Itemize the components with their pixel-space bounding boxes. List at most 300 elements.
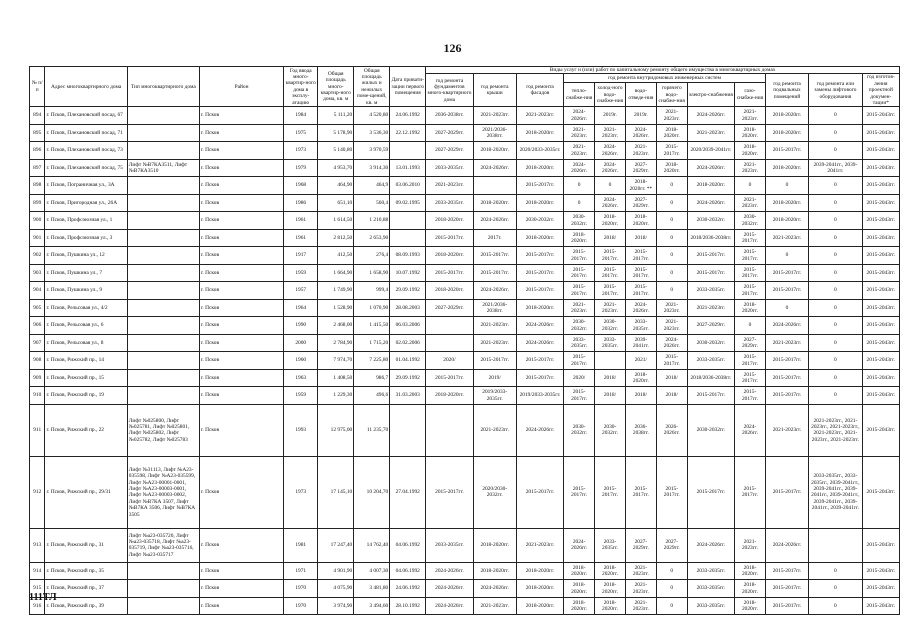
cell-electric: 2027-2029гг. — [687, 317, 734, 335]
cell-foundation: 2024-2026гг. — [426, 562, 473, 580]
cell-year: 1979 — [284, 159, 318, 177]
cell-gas: 2018-2020гг. — [735, 597, 766, 615]
cell-area-living: 464,9 — [354, 177, 390, 195]
cell-facade: 2018-2020гг. — [516, 580, 563, 598]
cell-facade: 2018-2020гг. — [516, 597, 563, 615]
table-row — [30, 562, 900, 580]
cell-drain: 2039-2041гг. — [625, 334, 656, 352]
cell-cold-water: 2018/ — [595, 369, 626, 387]
cell-num: 915 — [30, 580, 45, 598]
cell-heat: 2033-2035гг. — [564, 334, 595, 352]
cell-district: г. Псков — [199, 528, 283, 562]
cell-hot-water: 0 — [656, 580, 687, 598]
cell-cold-water: 2015-2017гг. — [595, 456, 626, 528]
cell-privatization: 10.07.1992 — [390, 264, 426, 282]
cell-facade: 2018-2020гг. — [516, 194, 563, 212]
cell-address: г. Псков, Рижский пр., 35 — [45, 562, 127, 580]
cell-basement: 2015-2017гг. — [765, 282, 808, 300]
cell-basement: 2021-2023гг. — [765, 229, 808, 247]
cell-privatization: 04.06.1992 — [390, 562, 426, 580]
cell-district: г. Псков — [199, 247, 283, 265]
cell-area-living: 3 914,30 — [354, 159, 390, 177]
cell-facade: 2020/2033-2035гг. — [516, 142, 563, 160]
cell-address: г. Псков, Рижский пр., 19 — [45, 387, 127, 405]
cell-electric: 2030-2032гг. — [687, 404, 734, 456]
cell-hot-water: 2021-2023гг. — [656, 299, 687, 317]
cell-year: 1975 — [284, 124, 318, 142]
cell-gas: 0 — [735, 177, 766, 195]
cell-type — [127, 334, 199, 352]
cell-electric: 2033-2035гг. — [687, 597, 734, 615]
cell-electric: 2024-2026гг. — [687, 194, 734, 212]
cell-privatization: 13.01.1993 — [390, 159, 426, 177]
cell-heat: 0 — [564, 177, 595, 195]
cell-electric: 2030-2032гг. — [687, 212, 734, 230]
cell-basement: 2015-2017гг. — [765, 580, 808, 598]
cell-hot-water: 2021-2023гг. — [656, 107, 687, 125]
cell-type — [127, 142, 199, 160]
cell-type — [127, 107, 199, 125]
cell-lift: 0 — [809, 580, 863, 598]
cell-cold-water: 2018-2020гг. — [595, 562, 626, 580]
cell-type — [127, 369, 199, 387]
cell-foundation: 2027-2029гг. — [426, 299, 473, 317]
cell-basement: 2015-2017гг. — [765, 369, 808, 387]
cell-lift: 0 — [809, 282, 863, 300]
cell-area-total: 651,10 — [318, 194, 354, 212]
cell-cold-water: 2024-2026гг. — [595, 194, 626, 212]
cell-electric: 2033-2035гг. — [687, 580, 734, 598]
cell-area-living: 1 210,88 — [354, 212, 390, 230]
cell-privatization: 29.09.1992 — [390, 369, 426, 387]
cell-roof: 2020/2030-2032гг. — [473, 456, 516, 528]
cell-basement: 2015-2017гг. — [765, 597, 808, 615]
cell-heat: 2018-2020гг. — [564, 562, 595, 580]
cell-basement: 2018-2020гг. — [765, 194, 808, 212]
cell-privatization — [390, 212, 426, 230]
cell-roof: 2021-2023гг. — [473, 597, 516, 615]
cell-year: 1990 — [284, 317, 318, 335]
cell-address: г. Псков, Пушкина ул., 9 — [45, 282, 127, 300]
cell-hot-water: 0 — [656, 177, 687, 195]
cell-heat: 2024-2026гг. — [564, 528, 595, 562]
table-row — [30, 282, 900, 300]
cell-privatization: 28.08.2003 — [390, 299, 426, 317]
cell-area-total: 12 975,00 — [318, 404, 354, 456]
cell-area-total: 1 528,90 — [318, 299, 354, 317]
cell-district: г. Псков — [199, 212, 283, 230]
cell-drain: 2018/ — [625, 387, 656, 405]
cell-drain: 2021-2023гг. — [625, 562, 656, 580]
cell-foundation: 2036-2038гг. — [426, 107, 473, 125]
cell-facade: 2021-2023гг. — [516, 528, 563, 562]
cell-facade: 2021-2023гг. — [516, 107, 563, 125]
footer-code: 111ТЛ — [29, 592, 57, 603]
cell-facade: 2018-2020гг. — [516, 159, 563, 177]
cell-lift: 0 — [809, 334, 863, 352]
cell-foundation: 2024-2026гг. — [426, 597, 473, 615]
table-row — [30, 528, 900, 562]
cell-num: 896 — [30, 142, 45, 160]
cell-heat: 2030-2032гг. — [564, 404, 595, 456]
cell-drain: 2027-2029гг. — [625, 528, 656, 562]
cell-drain: 2018-2020гг. — [625, 369, 656, 387]
cell-district: г. Псков — [199, 456, 283, 528]
cell-hot-water: 0 — [656, 597, 687, 615]
cell-area-living: 1 715,20 — [354, 334, 390, 352]
cell-num: 900 — [30, 212, 45, 230]
header-foundation: год ремонта фундаментов много-квартирного дома — [426, 74, 473, 107]
cell-type: Лифт №а23-035720, Лифт №а23-035718, Лифт №а23-035719, Лифт №а23-035716, Лифт №а23-035717 — [127, 528, 199, 562]
table-row — [30, 159, 900, 177]
cell-address: г. Псков, Рельсовая ул., 8 — [45, 334, 127, 352]
header-docs: год изготов-ления проектной докумен-тации* — [862, 74, 899, 107]
cell-hot-water: 0 — [656, 247, 687, 265]
cell-basement: 2024-2026гг. — [765, 317, 808, 335]
cell-district: г. Псков — [199, 580, 283, 598]
cell-electric: 2015-2017гг. — [687, 264, 734, 282]
cell-privatization: 09.02.1995 — [390, 194, 426, 212]
cell-drain: 2027-2029гг. — [625, 159, 656, 177]
cell-cold-water: 2018-2020гг. — [595, 212, 626, 230]
cell-address: г. Псков, Плехановский посад, 67 — [45, 107, 127, 125]
cell-hot-water: 2018/ — [656, 387, 687, 405]
cell-num: 908 — [30, 352, 45, 370]
cell-address: г. Псков, Плехановский посад, 73 — [45, 142, 127, 160]
cell-basement: 2021-2023гг. — [765, 334, 808, 352]
cell-foundation — [426, 334, 473, 352]
cell-lift: 0 — [809, 229, 863, 247]
cell-lift: 0 — [809, 212, 863, 230]
cell-area-total: 5 111,20 — [318, 107, 354, 125]
cell-electric: 2020/2039-2041гг. — [687, 142, 734, 160]
cell-lift: 0 — [809, 194, 863, 212]
header-year: Год ввода много-квартир-ного дома в эксплу-атацию — [285, 67, 316, 106]
cell-drain: 2024-2026гг. — [625, 124, 656, 142]
header-hot-water: горячего водо-снабже-ния — [656, 83, 687, 107]
cell-lift: 0 — [809, 124, 863, 142]
cell-area-total: 2 784,90 — [318, 334, 354, 352]
cell-facade: 2019/2033-2035гг. — [516, 387, 563, 405]
cell-area-living: 2 653,90 — [354, 229, 390, 247]
cell-area-total: 4 075,90 — [318, 580, 354, 598]
cell-gas: 2018-2020гг. — [735, 142, 766, 160]
cell-area-total: 17 145,10 — [318, 456, 354, 528]
table-row — [30, 107, 900, 125]
cell-year: 1959 — [284, 387, 318, 405]
cell-drain: 2027-2029гг. — [625, 194, 656, 212]
cell-year: 2000 — [284, 334, 318, 352]
cell-gas: 2015-2017гг. — [735, 456, 766, 528]
cell-foundation: 2018-2020гг. — [426, 387, 473, 405]
cell-cold-water: 2033-2035гг. — [595, 334, 626, 352]
header-district: Район — [199, 67, 283, 107]
cell-foundation: 2018-2020гг. — [426, 282, 473, 300]
cell-district: г. Псков — [199, 317, 283, 335]
cell-docs: 2015-2043гг. — [862, 107, 899, 125]
cell-electric: 2015-2017гг. — [687, 387, 734, 405]
cell-heat: 2018-2020гг. — [564, 597, 595, 615]
cell-privatization — [390, 404, 426, 456]
cell-district: г. Псков — [199, 159, 283, 177]
cell-docs: 2015-2043гг. — [862, 404, 899, 456]
cell-docs: 2015-2043гг. — [862, 580, 899, 598]
cell-area-living: 496,6 — [354, 387, 390, 405]
header-heat: тепло-снабже-ния — [564, 83, 595, 107]
cell-gas: 2018-2020гг. — [735, 562, 766, 580]
cell-roof: 2015-2017гг. — [473, 247, 516, 265]
cell-area-living: 276,4 — [354, 247, 390, 265]
cell-district: г. Псков — [199, 299, 283, 317]
cell-type — [127, 212, 199, 230]
cell-year: 1959 — [284, 264, 318, 282]
cell-hot-water: 0 — [656, 282, 687, 300]
cell-cold-water: 2024-2026гг. — [595, 159, 626, 177]
cell-lift: 0 — [809, 299, 863, 317]
cell-district: г. Псков — [199, 404, 283, 456]
cell-docs: 2015-2043гг. — [862, 177, 899, 195]
cell-lift — [809, 528, 863, 562]
cell-district: г. Псков — [199, 352, 283, 370]
cell-type — [127, 194, 199, 212]
cell-area-living: 1 658,90 — [354, 264, 390, 282]
cell-num: 905 — [30, 299, 45, 317]
cell-district: г. Псков — [199, 369, 283, 387]
header-type: Тип многоквартирного дома — [127, 67, 199, 107]
table-row — [30, 124, 900, 142]
cell-docs: 2015-2043гг. — [862, 194, 899, 212]
cell-roof: 2021/2036-2038гг. — [473, 124, 516, 142]
cell-cold-water: 2015-2017гг. — [595, 247, 626, 265]
cell-year: 1964 — [284, 299, 318, 317]
table-row — [30, 264, 900, 282]
table-row — [30, 456, 900, 528]
cell-foundation: 2033-2035гг. — [426, 159, 473, 177]
cell-foundation: 2021-2023гг. — [426, 177, 473, 195]
cell-hot-water: 2015-2017гг. — [656, 352, 687, 370]
cell-drain: 2036-2038гг. — [625, 404, 656, 456]
cell-docs: 2015-2043гг. — [862, 528, 899, 562]
cell-docs: 2015-2043гг. — [862, 212, 899, 230]
repair-schedule-table-wrapper — [29, 66, 900, 615]
cell-facade: 2018-2020гг. — [516, 562, 563, 580]
cell-area-total: 412,50 — [318, 247, 354, 265]
cell-area-living: 10 204,70 — [354, 456, 390, 528]
cell-heat: 2024-2026гг. — [564, 107, 595, 125]
cell-drain: 2015-2017гг. — [625, 282, 656, 300]
cell-hot-water: 2027-2029гг. — [656, 528, 687, 562]
cell-address: г. Псков, Рижский пр., 37 — [45, 580, 127, 598]
cell-lift: 0 — [809, 387, 863, 405]
cell-roof: 2019/2033-2035гг. — [473, 387, 516, 405]
cell-privatization: 24.06.1992 — [390, 580, 426, 598]
cell-heat: 2015-2017гг. — [564, 352, 595, 370]
cell-num: 902 — [30, 247, 45, 265]
cell-roof: 2024-2026гг. — [473, 159, 516, 177]
cell-basement: 2015-2017гг. — [765, 562, 808, 580]
cell-facade: 2018-2020гг. — [516, 124, 563, 142]
cell-area-living: 4 520,80 — [354, 107, 390, 125]
cell-basement: 2018-2020гг. — [765, 159, 808, 177]
cell-cold-water: 2018-2020гг. — [595, 597, 626, 615]
cell-facade: 2015-2017гг. — [516, 352, 563, 370]
cell-hot-water: 0 — [656, 264, 687, 282]
cell-area-total: 3 974,90 — [318, 597, 354, 615]
cell-basement: 2024-2026гг. — [765, 528, 808, 562]
cell-address: г. Псков, Пушкина ул., 12 — [45, 247, 127, 265]
cell-drain: 2019г. — [625, 107, 656, 125]
cell-roof: 2017г. — [473, 229, 516, 247]
cell-foundation: 2024-2026гг. — [426, 580, 473, 598]
cell-docs: 2015-2043гг. — [862, 142, 899, 160]
cell-cold-water: 2015-2017гг. — [595, 264, 626, 282]
cell-gas: 2018-2020гг. — [735, 124, 766, 142]
cell-num: 903 — [30, 264, 45, 282]
cell-basement: 2018-2020гг. — [765, 124, 808, 142]
cell-area-total: 1 749,90 — [318, 282, 354, 300]
cell-docs: 2015-2043гг. — [862, 562, 899, 580]
cell-cold-water: 2024-2026гг. — [595, 142, 626, 160]
cell-drain: 2021-2023гг. — [625, 580, 656, 598]
cell-year: 1961 — [284, 229, 318, 247]
cell-electric: 2021-2023гг. — [687, 299, 734, 317]
cell-docs: 2015-2043гг. — [862, 264, 899, 282]
cell-area-living: 14 762,40 — [354, 528, 390, 562]
cell-roof: 2018-2020гг. — [473, 142, 516, 160]
cell-type: Лифт №31113, Лифт №А23-035598, Лифт №А23-035599, Лифт №А23-00001-0001, Лифт №А23-00003-0001, Лифт №А23-00003-0002, Лифт №В7КА 3507, Лифт №В7КА 3506, Лифт №В7КА 3505 — [127, 456, 199, 528]
header-basement: год ремонта подвальных помещений — [765, 74, 808, 107]
cell-district: г. Псков — [199, 264, 283, 282]
cell-num: 901 — [30, 229, 45, 247]
cell-roof: 2024-2026гг. — [473, 282, 516, 300]
cell-address: г. Псков, Профсоюзная ул., 3 — [45, 229, 127, 247]
cell-basement: 2015-2017гг. — [765, 352, 808, 370]
cell-heat: 2015-2017гг. — [564, 264, 595, 282]
cell-num: 904 — [30, 282, 45, 300]
cell-cold-water: 2018-2020гг. — [595, 580, 626, 598]
cell-address: г. Псков, Плехановский посад, 71 — [45, 124, 127, 142]
cell-roof: 2021-2023гг. — [473, 107, 516, 125]
cell-roof: 2024-2026гг. — [473, 212, 516, 230]
cell-basement: 0 — [765, 247, 808, 265]
table-row — [30, 317, 900, 335]
cell-num: 899 — [30, 194, 45, 212]
cell-docs: 2015-2043гг. — [862, 352, 899, 370]
cell-facade: 2030-2032гг. — [516, 212, 563, 230]
cell-electric: 2021-2023гг. — [687, 124, 734, 142]
cell-cold-water — [595, 352, 626, 370]
cell-roof: 2018-2020гг. — [473, 194, 516, 212]
cell-cold-water: 2033-2035гг. — [595, 528, 626, 562]
cell-cold-water: 2018/ — [595, 387, 626, 405]
cell-basement: 2015-2017гг. — [765, 142, 808, 160]
cell-area-living: 11 235,70 — [354, 404, 390, 456]
cell-docs: 2015-2043гг. — [862, 334, 899, 352]
cell-electric: 2018/2036-2038гг. — [687, 369, 734, 387]
cell-gas: 2015-2017гг. — [735, 352, 766, 370]
cell-basement: 0 — [765, 177, 808, 195]
cell-foundation: 2015-2017гг. — [426, 229, 473, 247]
cell-district: г. Псков — [199, 107, 283, 125]
table-row — [30, 247, 900, 265]
cell-gas: 2027-2029гг. — [735, 334, 766, 352]
cell-docs: 2015-2043гг. — [862, 247, 899, 265]
cell-electric: 2024-2026гг. — [687, 159, 734, 177]
cell-privatization: 28.10.1992 — [390, 597, 426, 615]
cell-heat: 2015-2017гг. — [564, 282, 595, 300]
cell-type — [127, 352, 199, 370]
cell-year: 1973 — [284, 142, 318, 160]
cell-privatization — [390, 142, 426, 160]
cell-foundation — [426, 317, 473, 335]
table-header — [30, 67, 900, 107]
cell-year: 1984 — [284, 107, 318, 125]
cell-drain: 2024-2026гг. — [625, 299, 656, 317]
cell-gas: 2024-2026гг. — [735, 404, 766, 456]
cell-hot-water: 2024-2026гг. — [656, 334, 687, 352]
cell-year: 1986 — [284, 194, 318, 212]
cell-year: 1981 — [284, 528, 318, 562]
cell-area-total: 464,90 — [318, 177, 354, 195]
cell-area-total: 4 901,90 — [318, 562, 354, 580]
cell-year: 1968 — [284, 177, 318, 195]
cell-docs: 2015-2043гг. — [862, 282, 899, 300]
cell-heat: 2024-2026гг. — [564, 159, 595, 177]
cell-cold-water: 2021-2023гг. — [595, 124, 626, 142]
cell-privatization: 29.09.1992 — [390, 282, 426, 300]
header-area-living: Общая площадь жилых и нежилых поме-щений, кв. м — [354, 67, 390, 107]
cell-lift: 2033-2035гг., 2033-2035гг., 2039-2041гг., 2039-2041гг., 2039-2041гг., 2039-2041гг., 2039-2041гг., 2039-2041гг., 2039-2041гг. — [809, 456, 863, 528]
cell-heat: 2021-2023гг. — [564, 299, 595, 317]
cell-roof: 2018-2020гг. — [473, 528, 516, 562]
cell-area-total: 2 812,50 — [318, 229, 354, 247]
cell-heat: 2015-2017гг. — [564, 247, 595, 265]
cell-area-living: 986,7 — [354, 369, 390, 387]
cell-num: 897 — [30, 159, 45, 177]
cell-foundation: 2018-2020гг. — [426, 247, 473, 265]
cell-facade: 2024-2026гг. — [516, 404, 563, 456]
cell-area-total: 7 974,70 — [318, 352, 354, 370]
cell-lift: 0 — [809, 317, 863, 335]
cell-address: г. Псков, Пушкина ул., 7 — [45, 264, 127, 282]
cell-basement: 2021-2023гг. — [765, 404, 808, 456]
cell-roof: 2019/ — [473, 369, 516, 387]
cell-privatization: 02.02.2006 — [390, 334, 426, 352]
cell-district: г. Псков — [199, 387, 283, 405]
cell-docs: 2015-2043гг. — [862, 299, 899, 317]
cell-gas: 0 — [735, 317, 766, 335]
cell-district: г. Псков — [199, 597, 283, 615]
cell-district: г. Псков — [199, 229, 283, 247]
cell-year: 1917 — [284, 247, 318, 265]
cell-drain: 2021-2023гг. — [625, 142, 656, 160]
cell-address: г. Псков, Рельсовая ул., 4/2 — [45, 299, 127, 317]
cell-privatization: 06.03.2006 — [390, 317, 426, 335]
cell-privatization: 03.06.2010 — [390, 177, 426, 195]
cell-address: г. Псков, Рижский пр., 39 — [45, 597, 127, 615]
cell-heat: 0 — [564, 194, 595, 212]
cell-area-total: 4 953,70 — [318, 159, 354, 177]
header-electric: электро-снабжения — [687, 83, 734, 107]
cell-type — [127, 387, 199, 405]
cell-hot-water: 2015-2017гг. — [656, 456, 687, 528]
page-number: 126 — [443, 41, 462, 55]
cell-address: г. Псков, Рижский пр., 14 — [45, 352, 127, 370]
cell-docs: 2015-2043гг. — [862, 229, 899, 247]
cell-lift: 0 — [809, 352, 863, 370]
cell-docs: 2015-2043гг. — [862, 387, 899, 405]
cell-docs: 2015-2043гг. — [862, 597, 899, 615]
